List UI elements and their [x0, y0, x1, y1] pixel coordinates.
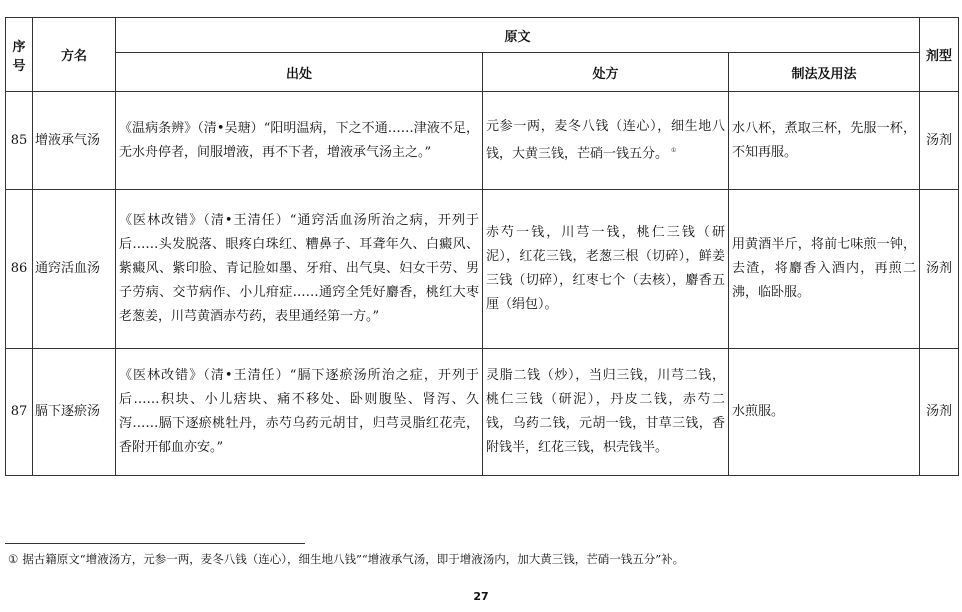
- row-index: 87: [6, 349, 33, 476]
- row-preparation: 用黄酒半斤，将前七味煎一钟，去渣，将麝香入酒内，再煎二沸，临卧服。: [729, 190, 920, 349]
- table-row: [6, 92, 959, 190]
- footnote-ref: ①: [671, 146, 677, 154]
- row-source: 《医林改错》（清•王清任）“膈下逐瘀汤所治之症，开列于后……积块、小儿痞块、痛不移处、卧则腹坠、肾泻、久泻……膈下逐瘀桃牡丹，赤芍乌药元胡甘，归芎灵脂红花壳，香附开郁血亦安。”: [116, 349, 483, 476]
- row-form: 汤剂: [920, 190, 959, 349]
- header-index: 序号: [6, 18, 33, 92]
- header-source: 出处: [116, 53, 483, 92]
- row-prescription: 灵脂二钱（炒），当归三钱，川芎二钱，桃仁三钱（研泥），丹皮二钱，赤芍二钱，乌药二钱，元胡一钱，甘草三钱，香附钱半，红花三钱，枳壳钱半。: [483, 349, 729, 476]
- row-prescription: 赤芍一钱，川芎一钱，桃仁三钱（研泥），红花三钱，老葱三根（切碎），鲜姜三钱（切碎），红枣七个（去核），麝香五厘（绢包）。: [483, 190, 729, 349]
- header-prescription: 处方: [483, 53, 729, 92]
- row-form: 汤剂: [920, 349, 959, 476]
- row-preparation: 水八杯，煮取三杯，先服一杯，不知再服。: [729, 92, 920, 190]
- page-number: 27: [473, 590, 489, 603]
- header-preparation: 制法及用法: [729, 53, 920, 92]
- row-index: 85: [6, 92, 33, 190]
- row-source: 《医林改错》（清•王清任）“通窍活血汤所治之病，开列于后……头发脱落、眼疼白珠红、糟鼻子、耳聋年久、白癜风、紫癜风、紫印脸、青记脸如墨、牙疳、出气臭、妇女干劳、男子劳病、交节病作、小儿疳症……通窍全凭好麝香，桃红大枣老葱姜，川芎黄酒赤芍药，表里通经第一方。”: [116, 190, 483, 349]
- header-form: 剂型: [920, 18, 959, 92]
- footnote-divider: [5, 543, 305, 544]
- prescription-table: [5, 17, 959, 476]
- row-preparation: 水煎服。: [729, 349, 920, 476]
- header-original: 原文: [116, 18, 920, 53]
- row-index: 86: [6, 190, 33, 349]
- footnote-text: 据古籍原文“增液汤方，元参一两，麦冬八钱（连心），细生地八钱”“增液承气汤，即于增液汤内，加大黄三钱，芒硝一钱五分”补。: [22, 552, 685, 566]
- table-row: [6, 349, 959, 476]
- row-source: 《温病条辨》（清•吴瑭）“阳明温病，下之不通……津液不足，无水舟停者，间服增液，再不下者，增液承气汤主之。”: [116, 92, 483, 190]
- row-name: 膈下逐瘀汤: [33, 349, 116, 476]
- table-row: [6, 190, 959, 349]
- row-name: 通窍活血汤: [33, 190, 116, 349]
- row-form: 汤剂: [920, 92, 959, 190]
- row-prescription: 元参一两，麦冬八钱（连心），细生地八钱，大黄三钱，芒硝一钱五分。 ①: [483, 92, 729, 190]
- header-name: 方名: [33, 18, 116, 92]
- footnote: [8, 551, 684, 567]
- footnote-mark: ①: [8, 552, 19, 566]
- row-name: 增液承气汤: [33, 92, 116, 190]
